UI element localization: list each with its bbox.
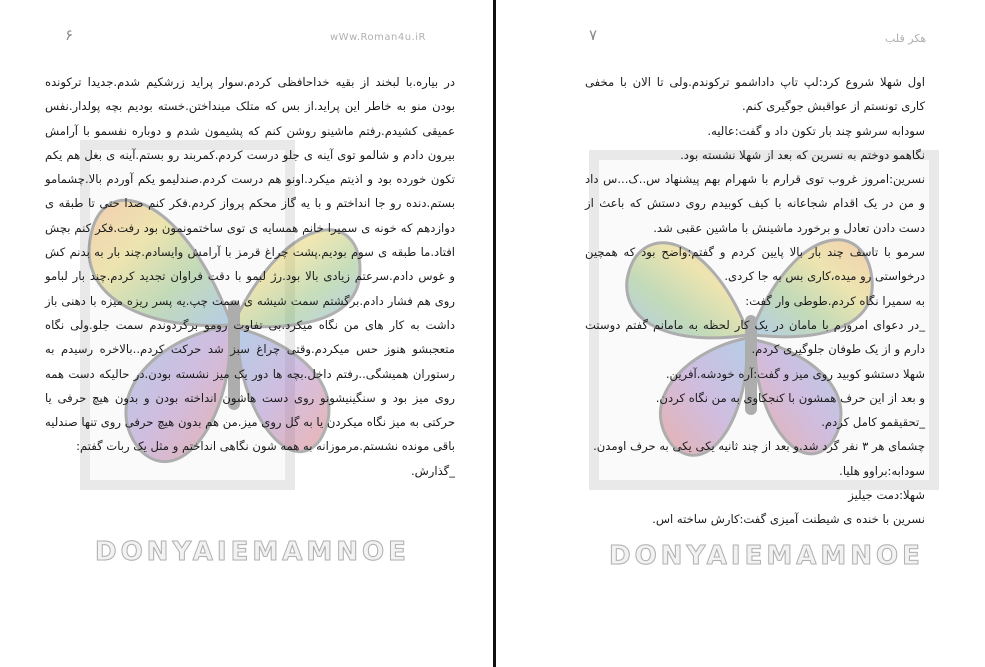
paragraph: و بعد از این حرف همشون با کنجکاوی به من نگاه کردن. [655,390,925,405]
paragraph: نسرین:امروز غروب توی قرارم با شهرام بهم پیشنهاد س..ک...س داد و من در یک اقدام شجاعانه با کیف کوبیدم روی دستش که باعث از دست دادن تعادل و برخورد ماشینش با ماشین عقبی شد. [585,172,925,235]
paragraph: به سمیرا نگاه کردم.طوطی وار گفت: [745,293,925,308]
page-number: ۷ [589,26,598,44]
page-divider [493,0,496,667]
watermark: DONYAIEMAMNOE [609,541,924,571]
watermark: DONYAIEMAMNOE [95,537,410,567]
paragraph: _در دعوای امروزم با مامان در یک کار لحظه به مامانم گفتم دوستت دارم و از یک طوفان جلوگیری کردم. [585,317,925,357]
page-header: هکر قلب [885,32,927,45]
paragraph: _گذارش. [410,463,455,478]
paragraph: شهلا:دمت جیلیز [848,488,925,503]
right-body-text [585,70,925,532]
paragraph: _تحقیقمو کامل کردم. [821,415,925,430]
paragraph: نگاهمو دوختم به نسرین که بعد از شهلا نشسته بود. [680,147,925,162]
paragraph: سودابه سرشو چند بار تکون داد و گفت:عالیه. [707,123,925,138]
paragraph: سودابه:براوو هلیا. [839,463,925,478]
paragraph: شهلا دستشو کوبید روی میز و گفت:آره خودشه.آفرین. [665,366,925,381]
paragraph: اول شهلا شروع کرد:لپ تاپ داداشمو ترکوندم.ولی تا الان با مخفی کاری تونستم از عواقبش جوگیری کنم. [585,75,925,114]
right-page [497,0,985,667]
left-body-text [45,70,455,483]
page-header: wWw.Roman4u.iR [330,32,426,43]
paragraph: سرمو با تاسف چند بار بالا پایین کردم و گفتم:واضح بود که همچین درخواستی رو میده،کاری بس به جا کردی. [585,245,925,284]
page-number: ۶ [65,26,74,44]
paragraph: در بیاره.با لبخند از بقیه خداحافظی کردم.سوار پراید زرشکیم شدم.جدیدا ترکونده بودن منو به خاطر این پراید.از بس که متلک مینداختن.خسته بودیم بچه پولدار.نفس عمیقی کشیدم.رفتم ماشینو روشن کنم که پشیمون شدم و دوباره نفسمو با آرامش بیرون دادم و شالمو توی آینه ی جلو درست کردم.کمربند رو بستم.آینه ی بغل هم یکم تکون خورده بود و اذیتم میکرد.اونو هم درست کردم.صندلیمو یکم آوردم بالا.چشمامو بستم.دنده رو جا انداختم و با یه گاز محکم پرواز کردم.فکر کنم صدا حتی تا طبقه ی دوازدهم که خونه ی سمیرا خانم همسایه ی توی ساختمونمون بود رفت.فکر کنم بچش افتاد.ما طبقه ی سوم بودیم.پشت چراغ قرمز با آرامش وایسادم.چند بار به بدنم کش و غوس دادم.سرعتم زیادی بالا بود.رژ لبمو با دقت فراوان تجدید کردم.چند بار لبامو روی هم فشار دادم.برگشتم سمت شیشه ی سمت چپ.یه پسر ریزه میزه با دهنی باز داشت به کار های من نگاه میکرد.بی تفاوت رومو برگردوندم سمت جلو.ولی نگاه متعجبشو هنوز حس میکردم.وقتی چراغ سبز شد حرکت کردم..بالاخره رسیدم به رستوران همیشگی..رفتم داخل.بچه ها دور یک میز نشسته بودن.در حالیکه دست همه روی میز بود و سنگینیشونو روی دست هاشون انداخته بودن و بدون هیچ حرفی یا حرکتی به میز نگاه میکردن یا به گل روی میز.من هم بدون هیچ حرفی روی تنها صندلیه باقی مونده نشستم.مرموزانه به همه شون نگاهی انداختم و مثل یک ربات گفتم: [45,75,455,454]
paragraph: چشمای هر ۳ نفر گرد شد.و بعد از چند ثانیه یکی یکی به حرف اومدن. [593,439,925,454]
paragraph: نسرین با خنده ی شیطنت آمیزی گفت:کارش ساخته اس. [652,512,925,527]
